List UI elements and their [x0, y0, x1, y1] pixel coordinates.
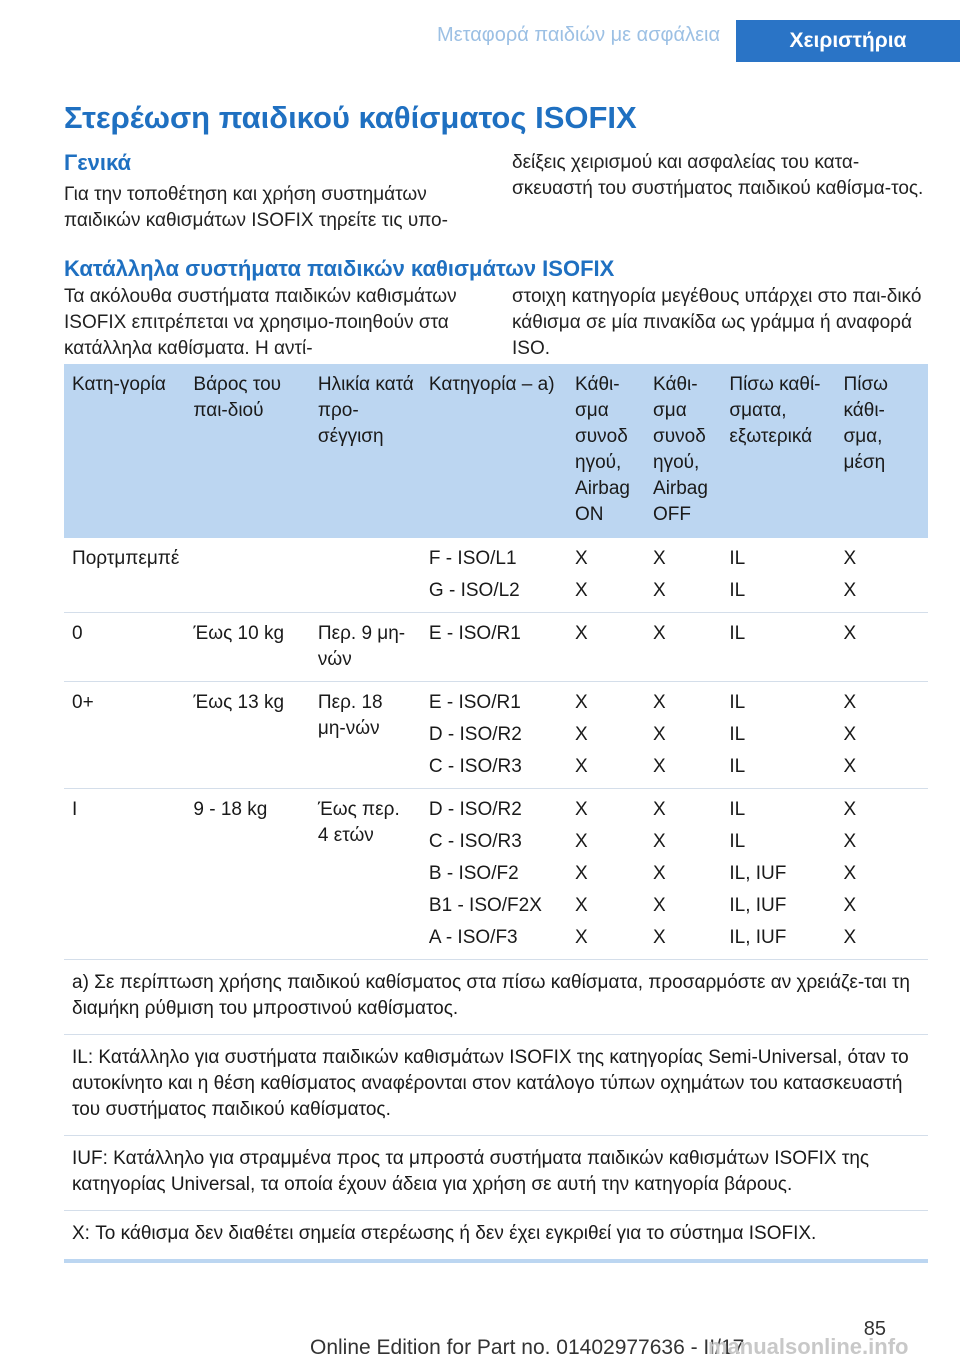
general-text-left: Για την τοποθέτηση και χρήση συστημάτων παιδικών καθισμάτων ISOFIX τηρείτε τις υπο- [64, 184, 448, 231]
cell-rear-outer: IL [721, 613, 835, 682]
cell-weight: Έως 10 kg [185, 613, 310, 682]
cell-airbag-off: X [645, 613, 721, 682]
suitable-heading: Κατάλληλα συστήματα παιδικών καθισμάτων ISOFIX [64, 256, 615, 281]
cell-airbag-on: X [567, 613, 645, 682]
cell-weight: 9 - 18 kg [185, 789, 310, 960]
cell-iso: D - ISO/R2 C - ISO/R3 B - ISO/F2 B1 - ISO/F2X A - ISO/F3 [421, 789, 567, 960]
table-note-row [64, 1136, 928, 1211]
page-number: 85 [863, 1318, 886, 1340]
note-iuf: IUF: Κατάλληλο για στραμμένα προς τα μπροστά συστήματα παιδικών καθισμάτων ISOFIX της κατηγορίας Universal, τα οποία έχουν άδεια για χρήση σε αυτή την κατηγορία βάρους. [64, 1136, 928, 1211]
cell-iso: E - ISO/R1 D - ISO/R2 C - ISO/R3 [421, 682, 567, 789]
cell-iso: E - ISO/R1 [421, 613, 567, 682]
cell-rear-middle: X X X X X [836, 789, 929, 960]
col-header-rear-outer: Πίσω καθί-σματα, εξωτερικά [721, 364, 835, 538]
cell-category: 0 [64, 613, 185, 682]
cell-category: Πορτμπεμπέ [64, 538, 185, 613]
col-header-passenger-airbag-off: Κάθι-σμα συνοδ ηγού, Airbag OFF [645, 364, 721, 538]
table-note-row [64, 1035, 928, 1136]
chapter-title: Μεταφορά παιδιών με ασφάλεια [437, 24, 720, 46]
col-header-age: Ηλικία κατά προ-σέγγιση [310, 364, 421, 538]
cell-airbag-off: X X X X X [645, 789, 721, 960]
table-row [64, 789, 928, 960]
cell-weight [185, 538, 310, 613]
page-title: Στερέωση παιδικού καθίσματος ISOFIX [64, 100, 637, 135]
suitable-text-left: Τα ακόλουθα συστήματα παιδικών καθισμάτων ISOFIX επιτρέπεται να χρησιμο-ποιηθούν στα κατάλληλα καθίσματα. Η αντί- [64, 286, 457, 359]
cell-rear-outer: IL IL IL, IUF IL, IUF IL, IUF [721, 789, 835, 960]
cell-airbag-on: X X [567, 538, 645, 613]
note-a: a) Σε περίπτωση χρήσης παιδικού καθίσματος στα πίσω καθίσματα, προσαρμόστε αν χρειάζε-ται τη διαμήκη ρύθμιση του μπροστινού καθίσματος. [64, 960, 928, 1035]
isofix-table [64, 364, 928, 1263]
note-x: X: Το κάθισμα δεν διαθέτει σημεία στερέωσης ή δεν έχει εγκριθεί για το σύστημα ISOFIX. [64, 1211, 928, 1262]
cell-age [310, 538, 421, 613]
cell-iso: F - ISO/L1 G - ISO/L2 [421, 538, 567, 613]
watermark: manualsonline.info [708, 1334, 909, 1359]
table-row [64, 613, 928, 682]
cell-airbag-off: X X X [645, 682, 721, 789]
cell-weight: Έως 13 kg [185, 682, 310, 789]
col-header-iso-category: Κατηγορία – a) [421, 364, 567, 538]
cell-rear-middle: X X [836, 538, 929, 613]
cell-airbag-off: X X [645, 538, 721, 613]
col-header-passenger-airbag-on: Κάθι-σμα συνοδ ηγού, Airbag ON [567, 364, 645, 538]
general-heading: Γενικά [64, 150, 132, 175]
cell-airbag-on: X X X X X [567, 789, 645, 960]
section-tab[interactable]: Χειριστήρια [736, 20, 960, 62]
cell-rear-middle: X X X [836, 682, 929, 789]
table-row [64, 682, 928, 789]
cell-category: I [64, 789, 185, 960]
table-row [64, 538, 928, 613]
cell-age: Έως περ. 4 ετών [310, 789, 421, 960]
table-header-row [64, 364, 928, 538]
cell-rear-outer: IL IL [721, 538, 835, 613]
table-note-row [64, 960, 928, 1035]
cell-rear-middle: X [836, 613, 929, 682]
col-header-rear-middle: Πίσω κάθι-σμα, μέση [836, 364, 929, 538]
col-header-weight: Βάρος του παι-διού [185, 364, 310, 538]
cell-airbag-on: X X X [567, 682, 645, 789]
page-header [0, 0, 960, 62]
suitable-text-right: στοιχη κατηγορία μεγέθους υπάρχει στο παι-δικό κάθισμα σε μία πινακίδα ως γράμμα ή αναφορά ISO. [512, 286, 922, 359]
cell-category: 0+ [64, 682, 185, 789]
cell-rear-outer: IL IL IL [721, 682, 835, 789]
note-il: IL: Κατάλληλο για συστήματα παιδικών καθισμάτων ISOFIX της κατηγορίας Semi-Universal, όταν το αυτοκίνητο και η θέση καθίσματος αναφέρονται στον κατάλογο τύπων οχημάτων του κατασκευαστή του συστήματος παιδικού καθίσματος. [64, 1035, 928, 1136]
cell-age: Περ. 18 μη-νών [310, 682, 421, 789]
cell-age: Περ. 9 μη-νών [310, 613, 421, 682]
col-header-category: Κατη-γορία [64, 364, 185, 538]
general-text-right: δείξεις χειρισμού και ασφαλείας του κατα-σκευαστή του συστήματος παιδικού καθίσμα-τος. [512, 152, 924, 199]
table-note-row [64, 1211, 928, 1262]
edition-footer: Online Edition for Part no. 01402977636 - II/17 [310, 1336, 745, 1359]
